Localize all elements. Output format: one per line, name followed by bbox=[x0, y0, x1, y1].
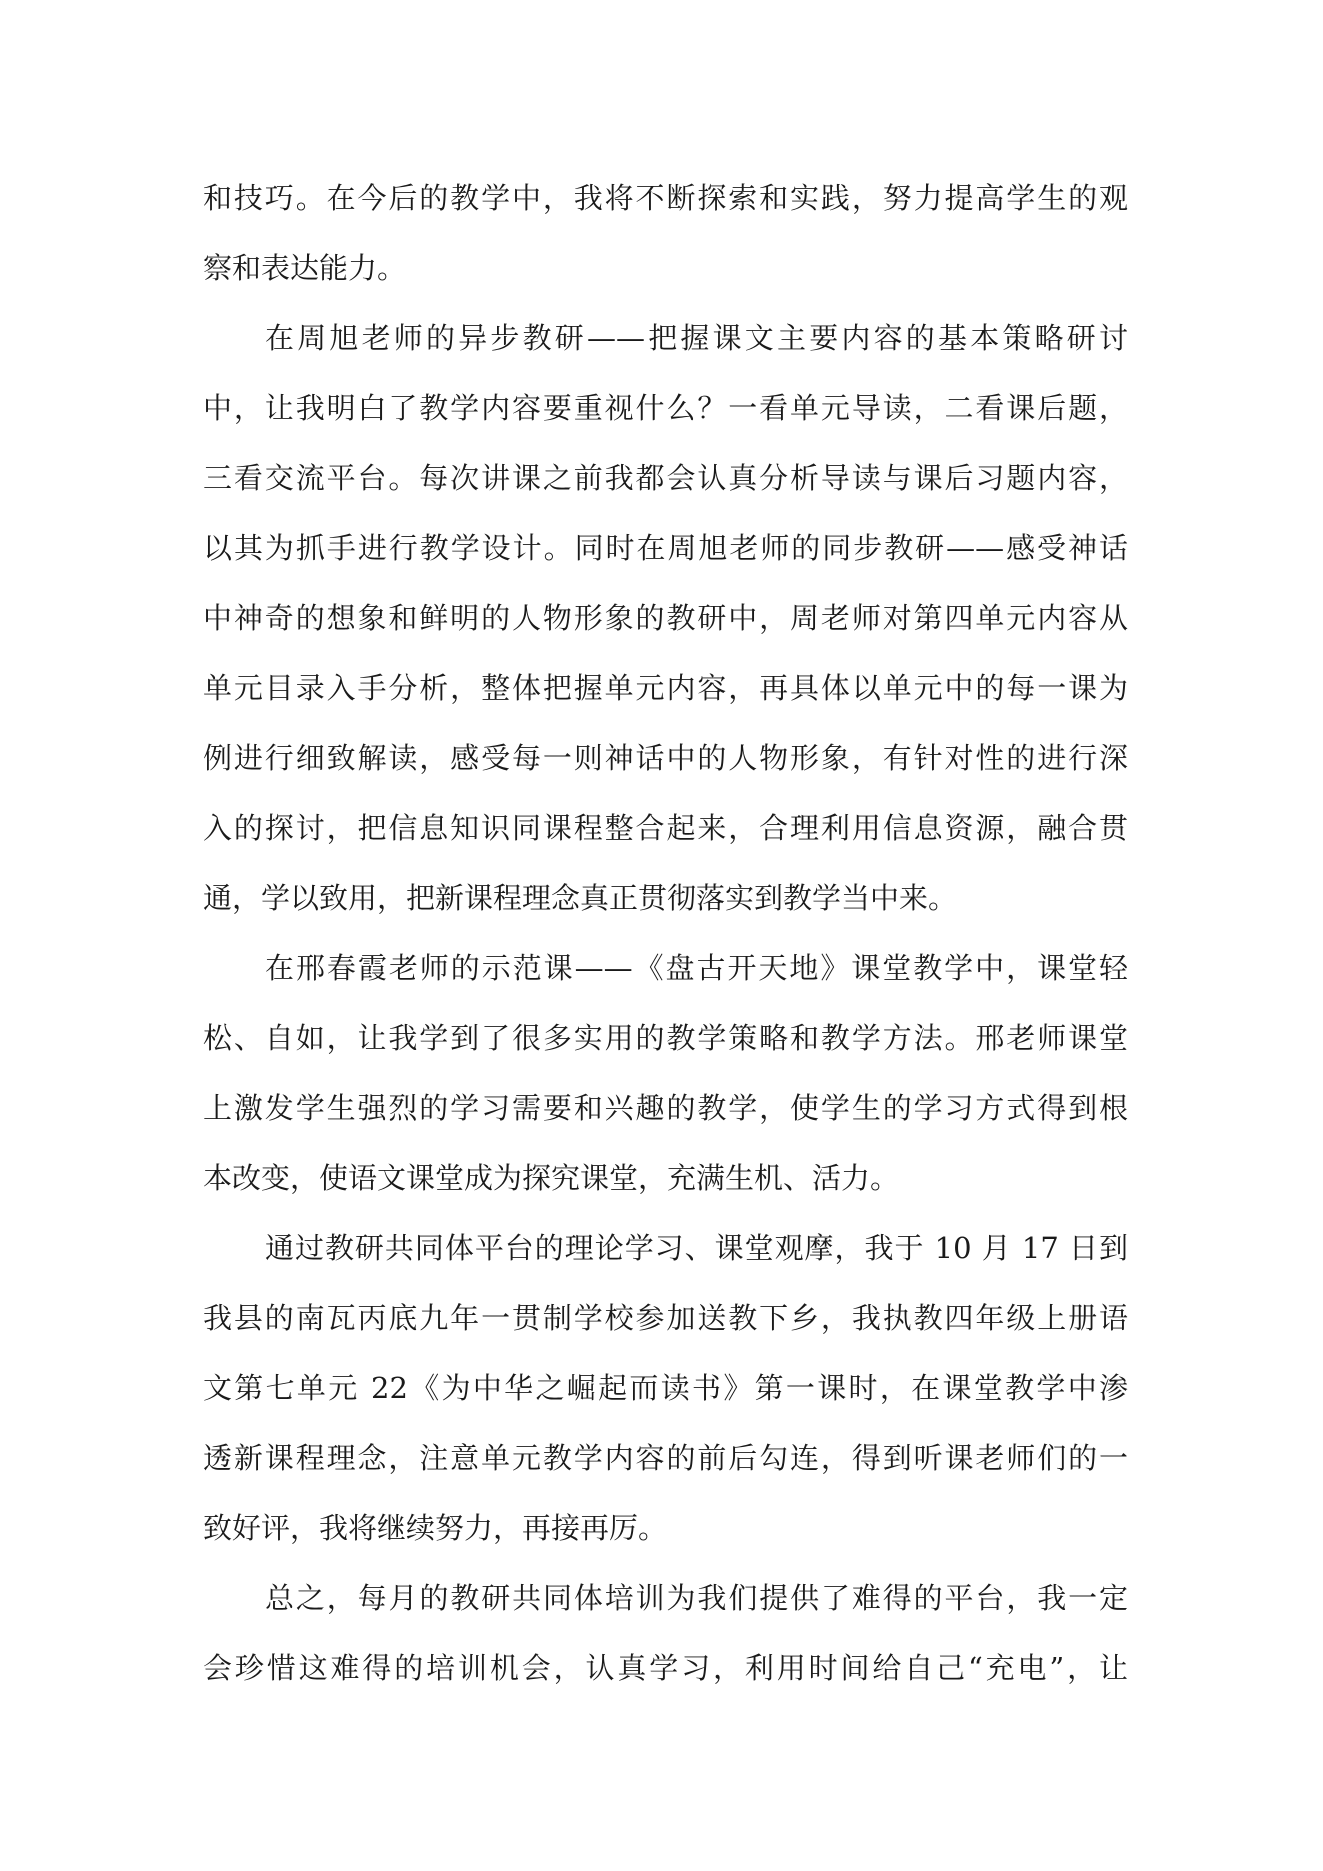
paragraph-5-line-2: 会珍惜这难得的培训机会，认真学习，利用时间给自己“充电”，让 bbox=[203, 1651, 1128, 1685]
paragraph-2-line-6: 单元目录入手分析，整体把握单元内容，再具体以单元中的每一课为 bbox=[203, 671, 1128, 705]
paragraph-2-line-3: 三看交流平台。每次讲课之前我都会认真分析导读与课后习题内容， bbox=[203, 461, 1128, 495]
paragraph-5-line-1: 总之，每月的教研共同体培训为我们提供了难得的平台，我一定 bbox=[265, 1581, 1128, 1615]
paragraph-4-line-5: 致好评，我将继续努力，再接再厉。 bbox=[203, 1511, 668, 1545]
document-body bbox=[203, 163, 1128, 1703]
paragraph-2-line-2: 中，让我明白了教学内容要重视什么？一看单元导读，二看课后题， bbox=[203, 391, 1128, 425]
paragraph-4-line-2: 我县的南瓦丙底九年一贯制学校参加送教下乡，我执教四年级上册语 bbox=[203, 1301, 1128, 1335]
paragraph-3-line-3: 上激发学生强烈的学习需要和兴趣的教学，使学生的学习方式得到根 bbox=[203, 1091, 1128, 1125]
paragraph-3-line-1: 在邢春霞老师的示范课——《盘古开天地》课堂教学中，课堂轻 bbox=[265, 951, 1128, 985]
paragraph-2-line-9: 通，学以致用，把新课程理念真正贯彻落实到教学当中来。 bbox=[203, 881, 958, 915]
paragraph-2-line-8: 入的探讨，把信息知识同课程整合起来，合理利用信息资源，融合贯 bbox=[203, 811, 1128, 845]
paragraph-4-line-1: 通过教研共同体平台的理论学习、课堂观摩，我于 10 月 17 日到 bbox=[265, 1231, 1128, 1265]
paragraph-2-line-5: 中神奇的想象和鲜明的人物形象的教研中，周老师对第四单元内容从 bbox=[203, 601, 1128, 635]
paragraph-3-line-4: 本改变，使语文课堂成为探究课堂，充满生机、活力。 bbox=[203, 1161, 900, 1195]
paragraph-1-line-2: 察和表达能力。 bbox=[203, 251, 407, 285]
paragraph-4-line-3: 文第七单元 22《为中华之崛起而读书》第一课时，在课堂教学中渗 bbox=[203, 1371, 1128, 1405]
paragraph-2-line-4: 以其为抓手进行教学设计。同时在周旭老师的同步教研——感受神话 bbox=[203, 531, 1128, 565]
paragraph-2-line-1: 在周旭老师的异步教研——把握课文主要内容的基本策略研讨 bbox=[265, 321, 1128, 355]
paragraph-3-line-2: 松、自如，让我学到了很多实用的教学策略和教学方法。邢老师课堂 bbox=[203, 1021, 1128, 1055]
paragraph-4-line-4: 透新课程理念，注意单元教学内容的前后勾连，得到听课老师们的一 bbox=[203, 1441, 1128, 1475]
paragraph-1-line-1: 和技巧。在今后的教学中，我将不断探索和实践，努力提高学生的观 bbox=[203, 181, 1128, 215]
paragraph-2-line-7: 例进行细致解读，感受每一则神话中的人物形象，有针对性的进行深 bbox=[203, 741, 1128, 775]
